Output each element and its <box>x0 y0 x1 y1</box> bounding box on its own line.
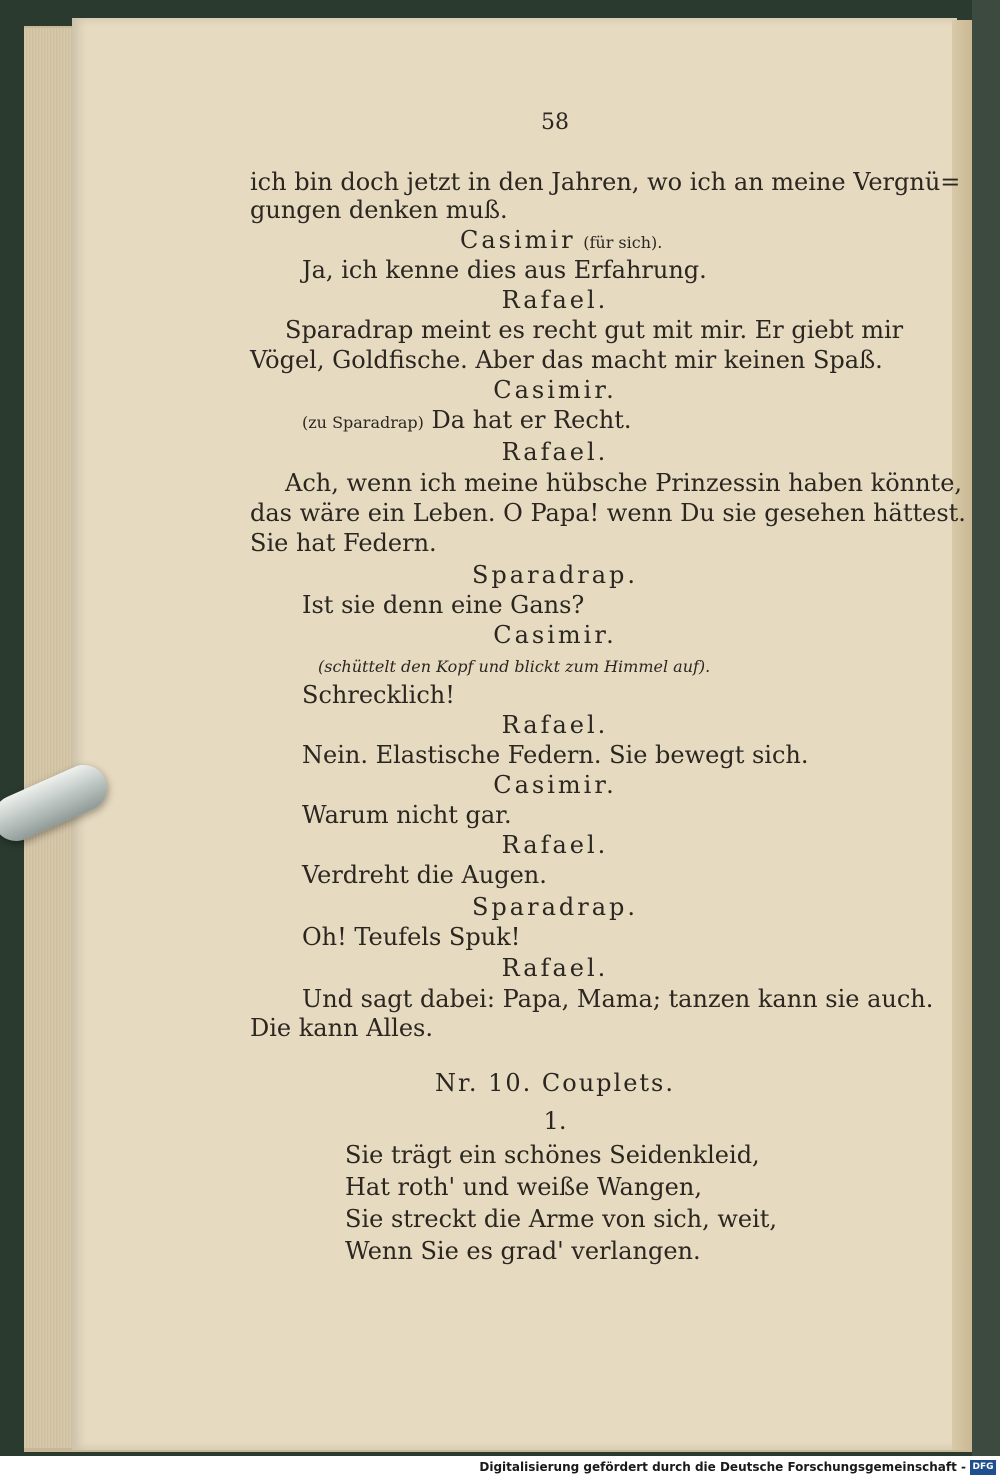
text-line: Oh! Teufels Spuk! <box>302 923 521 951</box>
text-line: Ach, wenn ich meine hübsche Prinzessin haben könnte, <box>285 469 963 497</box>
speaker-label: Casimir <box>460 226 576 254</box>
stage-direction: (schüttelt den Kopf und blickt zum Himmel auf). <box>318 657 711 676</box>
speaker-name: Sparadrap. <box>471 561 639 589</box>
stage-direction: (zu Sparadrap) <box>302 413 424 432</box>
speaker-name: Casimir. <box>493 771 617 799</box>
page-number: 58 <box>541 110 569 135</box>
text-line: Verdreht die Augen. <box>302 861 547 889</box>
text-line: ich bin doch jetzt in den Jahren, wo ich an meine Vergnü= <box>250 168 961 196</box>
stage-direction: (für sich). <box>583 233 663 252</box>
text-line: Und sagt dabei: Papa, Mama; tanzen kann sie auch. <box>302 985 934 1013</box>
verse-line: Hat roth' und weiße Wangen, <box>345 1173 702 1201</box>
section-heading: Nr. 10. Couplets. <box>435 1069 675 1097</box>
text-line <box>302 405 632 438</box>
verse-line: Sie streckt die Arme von sich, weit, <box>345 1205 778 1233</box>
dfg-logo: DFG <box>970 1460 996 1475</box>
text-line: Warum nicht gar. <box>302 801 512 829</box>
page-stack-edge <box>24 28 76 1448</box>
text-line: Ja, ich kenne dies aus Erfahrung. <box>302 256 707 284</box>
dialogue-text: Da hat er Recht. <box>431 406 632 434</box>
verse-line: Sie trägt ein schönes Seidenkleid, <box>345 1141 760 1169</box>
speaker-name: Rafael. <box>501 711 609 739</box>
speaker-name: Rafael. <box>501 831 609 859</box>
speaker-name: Rafael. <box>501 286 609 314</box>
page-right-edge <box>952 20 972 1450</box>
text-line: Vögel, Goldfische. Aber das macht mir keinen Spaß. <box>250 346 883 374</box>
verse-line: Wenn Sie es grad' verlangen. <box>345 1237 701 1265</box>
digitization-credit: Digitalisierung gefördert durch die Deutsche Forschungsgemeinschaft - <box>479 1460 966 1474</box>
scan-border <box>972 0 1000 1456</box>
speaker-name <box>460 225 662 258</box>
speaker-name: Rafael. <box>501 954 609 982</box>
text-line: Nein. Elastische Federn. Sie bewegt sich. <box>302 741 809 769</box>
text-line: gungen denken muß. <box>250 196 508 224</box>
speaker-name: Sparadrap. <box>471 893 639 921</box>
speaker-name: Rafael. <box>501 438 609 466</box>
text-line: Sie hat Federn. <box>250 529 437 557</box>
text-line: Sparadrap meint es recht gut mit mir. Er giebt mir <box>285 316 904 344</box>
speaker-name: Casimir. <box>493 621 617 649</box>
text-line: Die kann Alles. <box>250 1014 433 1042</box>
text-line: Ist sie denn eine Gans? <box>302 591 585 619</box>
speaker-name: Casimir. <box>493 376 617 404</box>
verse-number: 1. <box>543 1107 567 1135</box>
text-line: das wäre ein Leben. O Papa! wenn Du sie gesehen hättest. <box>250 499 966 527</box>
text-line: Schrecklich! <box>302 681 455 709</box>
